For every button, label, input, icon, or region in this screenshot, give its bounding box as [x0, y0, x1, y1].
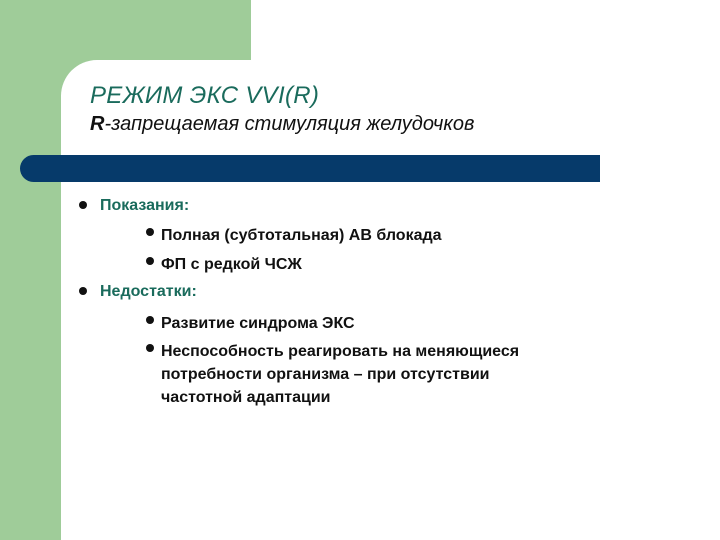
section-indications [79, 197, 189, 215]
list-item [146, 312, 355, 335]
list-item-text: Полная (субтотальная) АВ блокада [161, 227, 442, 244]
list-item-text: Неспособность реагировать на меняющиеся потребности организма – при отсутствии частотной адаптации [161, 343, 520, 406]
bullet-icon [146, 344, 154, 352]
slide-title: РЕЖИМ ЭКС VVI(R) [90, 82, 320, 109]
subtitle-bold-r: R [90, 113, 105, 135]
bullet-icon [79, 287, 87, 295]
section-drawbacks [79, 283, 197, 301]
list-item-text: ФП с редкой ЧСЖ [161, 256, 302, 273]
bullet-icon [146, 316, 154, 324]
title-divider-bar [20, 155, 600, 182]
slide-subtitle [90, 113, 474, 136]
list-item [146, 253, 302, 276]
section-label: Недостатки: [100, 283, 197, 300]
bullet-icon [79, 201, 87, 209]
section-label: Показания: [100, 197, 190, 214]
list-item [146, 340, 519, 409]
subtitle-rest: -запрещаемая стимуляция желудочков [104, 113, 475, 135]
list-item-text: Развитие синдрома ЭКС [161, 315, 355, 332]
bullet-icon [146, 228, 154, 236]
list-item [146, 224, 442, 247]
bullet-icon [146, 257, 154, 265]
